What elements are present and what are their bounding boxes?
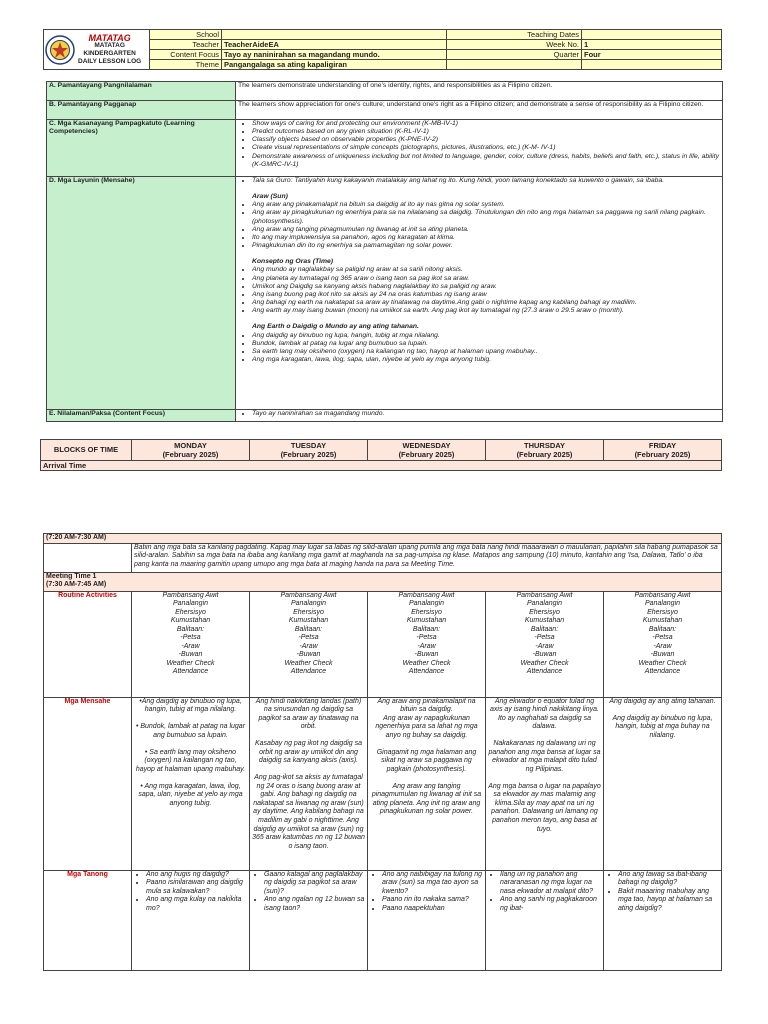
routine-list-wednesday: Pambansang Awit Panalangin Ehersisyo Kumustahan Balitaan: -Petsa -Araw -Buwan Weather Check Attendance	[368, 591, 486, 697]
mensahe-thursday: Ang ekwador o equator tulad ng axis ay isang hindi nakikitang linya. Ito ay naghahati sa daigdig sa dalawa. Nakakaranas ng dalawang uri ng panahon ang mga bansa at lugar sa ekwador at mga malapit dito tulad ng Pilipinas. Ang mga bansa o lugar na papalayo sa ekwador ay mas malamig ang klima.Sila ay may apat na uri ng panahon. Dalawang uri lamang ng panahon meron tayo, ang basa at tuyo.	[486, 697, 604, 870]
section-b-text: The learners show appreciation for one's culture; understand one's right as a Filipino citizen; and demonstrate a sense of responsibility as a Filipino citizen.	[236, 101, 723, 120]
arrival-time-label: Arrival Time	[41, 461, 722, 471]
day-thursday: THURSDAY (February 2025)	[486, 440, 604, 461]
time-item: • Ang earth ay may isang buwan (moon) na umiikot sa earth. Ang pag ikot ay tumatagal ng (27.3 araw o 29.5 araw o (month).	[252, 307, 720, 315]
teacher-field[interactable]: TeacherAideEA	[222, 40, 447, 50]
section-d-label: D. Mga Layunin (Mensahe)	[47, 177, 236, 410]
lesson-sections-table	[46, 81, 723, 422]
blocks-of-time-table	[40, 439, 722, 471]
theme-field[interactable]: Pangangalaga sa ating kapaligiran	[222, 60, 447, 70]
deped-seal-icon	[45, 35, 75, 65]
competency-item: • Create visual representations of simple concepts (pictographs, pictures, illustrations, etc.) (K-M- IV-1)	[252, 144, 720, 152]
tanong-tuesday: • Gaano katagal ang paglalakbay ng daigdig sa pagikot sa araw (sun)? • Ano ang ngalan ng 12 buwan sa isang taon?	[250, 870, 368, 970]
mensahe-monday: •Ang daigdig ay binubuo ng lupa, hangin, tubig at mga nilalang. • Bundok, lambak at patag na lugar ang bumubuo sa lupain. • Sa earth lang may oksiheno (oxygen) na kailangan ng tao, hayop at halaman upang mabuhay. • Ang mga karagatan, lawa, ilog, sapa, ulan, niyebe at yelo ay mga anyong tubig.	[132, 697, 250, 870]
section-c-list	[236, 120, 723, 177]
blocks-of-time-label: BLOCKS OF TIME	[41, 440, 132, 461]
competency-item: • Show ways of caring for and protecting our environment (K-MB-IV-1)	[252, 120, 720, 128]
time-item: • Umiikot ang Daigdig sa kanyang aksis habang naglalakbay ito sa paligid ng araw.	[252, 283, 720, 291]
time-item: • Ang isang buong pag ikot nito sa aksis ay 24 na oras katumbas ng isang araw	[252, 291, 720, 299]
time-item: • Ang bahagi ng earth na nakatapat sa araw ay tinatawag na daytime.Ang gabi o nightime kapag ang kabilang bahagi ay madilim.	[252, 299, 720, 307]
quarter-field[interactable]: Four	[582, 50, 722, 60]
time-item: • Ang mundo ay naglalakbay sa paligid ng araw at sa sarili nitong aksis.	[252, 266, 720, 274]
mensahe-friday: Ang daigdig ay ang ating tahanan. Ang daigdig ay binubuo ng lupa, hangin, tubig at mga buhay na nilalang.	[604, 697, 722, 870]
content-focus-label: Content Focus	[150, 50, 222, 60]
teaching-dates-label: Teaching Dates	[447, 30, 582, 40]
routine-list-thursday: Pambansang Awit Panalangin Ehersisyo Kumustahan Balitaan: -Petsa -Araw -Buwan Weather Check Attendance	[486, 591, 604, 697]
school-label: School	[150, 30, 222, 40]
tanong-wednesday: • Ano ang naibibigay na tulong ng araw (sun) sa mga tao ayon sa kwento? • Paano rin ito nakaka sama? • Paano naapektuhan	[368, 870, 486, 970]
tanong-thursday: • Ilang uri ng panahon ang nararanasan ng mga lugar na nasa ekwador at malapit dito? • Ano ang sanhi ng pagkakaroon ng ibat-	[486, 870, 604, 970]
content-focus-field[interactable]: Tayo ay naninirahan sa magandang mundo.	[222, 50, 447, 60]
routine-list-monday: Pambansang Awit Panalangin Ehersisyo Kumustahan Balitaan: -Petsa -Araw -Buwan Weather Check Attendance	[132, 591, 250, 697]
mensahe-label: Mga Mensahe	[44, 697, 132, 870]
sun-item: • Ito ang may impluwensiya sa panahon, agos ng karagatan at klima.	[252, 234, 720, 242]
time-item: • Ang planeta ay tumatagal ng 365 araw o isang taon sa pag ikot sa araw.	[252, 275, 720, 283]
day-wednesday: WEDNESDAY (February 2025)	[368, 440, 486, 461]
routine-activities-label: Routine Activities	[44, 591, 132, 697]
tanong-friday: • Ano ang tawag sa ibat-ibang bahagi ng daigdig? • Bakit maaaring mabuhay ang mga tao, hayop at halaman sa ating daigdig?	[604, 870, 722, 970]
logo-line2: KINDERGARTEN	[83, 49, 136, 57]
sun-item: • Ang araw ang pinakamalapit na bituin sa daigdig at ito ay nas gitna ng solar system.	[252, 201, 720, 209]
day-tuesday: TUESDAY (February 2025)	[250, 440, 368, 461]
section-e-label: E. Nilalaman/Paksa (Content Focus)	[47, 410, 236, 422]
earth-item: • Sa earth lang may oksiheno (oxygen) na kailangan ng tao, hayop at halaman upang mabuhay..	[252, 348, 720, 356]
section-a-text: The learners demonstrate understanding of one's identity, rights, and responsibilities as a Filipino citizen.	[236, 82, 723, 101]
day-monday: MONDAY (February 2025)	[132, 440, 250, 461]
section-a-label: A. Pamantayang Pangnilalaman	[47, 82, 236, 101]
teaching-dates-field[interactable]	[582, 30, 722, 40]
day-friday: FRIDAY (February 2025)	[604, 440, 722, 461]
time-heading: Konsepto ng Oras (Time)	[252, 258, 334, 266]
matatag-brand: MATATAG	[88, 32, 131, 43]
section-e-content	[236, 410, 723, 422]
mensahe-wednesday: Ang araw ang pinakamalapit na bituin sa daigdig. Ang araw ay napagkukunan ngenerhiya para sa lahat ng mga anyo ng buhay sa daigdig. Ginagamit ng mga halaman ang sikat ng araw sa paggawa ng pagkain (photosynthesis). Ang araw ang tanging pinagmumulan ng liwanag at init sa ating planeta. Ang init ng araw ang pinagkukunan ng solar power.	[368, 697, 486, 870]
sun-item: • Ang araw ang tanging pinagmumulan ng liwanag at init sa ating planeta.	[252, 226, 720, 234]
week-field[interactable]: 1	[582, 40, 722, 50]
quarter-label: Quarter	[447, 50, 582, 60]
section-b-label: B. Pamantayang Pagganap	[47, 101, 236, 120]
header-table	[43, 29, 722, 70]
earth-item: • Bundok, lambak at patag na lugar ang bumubuo sa lupain.	[252, 340, 720, 348]
tanong-label: Mga Tanong	[44, 870, 132, 970]
sun-item: • Ang araw ay pinagkukunan ng enerhiya para sa na nilalanang sa daigdig. Tinutulungan din nito ang mga halaman sa paggawa ng sarili nilang pagkain. (photosynthesis).	[252, 209, 720, 225]
competency-item: • Predict outcomes based on any given situation (K-RL-IV-1)	[252, 128, 720, 136]
logo-line1: MATATAG	[94, 41, 125, 49]
daily-schedule-table	[43, 533, 722, 971]
arrival-time-range: (7:20 AM-7:30 AM)	[44, 534, 722, 544]
section-c-label: C. Mga Kasanayang Pampagkatuto (Learning Competencies)	[47, 120, 236, 177]
teacher-note: • Tala sa Guro: Tantiyahin kung kakayanin matalakay ang lahat ng ito. Kung hindi, yoon lamang konektado sa kuwento o gawain, sa ibaba.	[252, 177, 720, 185]
sun-item: • Pinagkukunan din ito ng enerhiya sa pamamagitan ng solar power.	[252, 242, 720, 250]
competency-item: • Demonstrate awareness of uniqueness including but not limited to language, gender, color, culture (dress, habits, beliefs and faith, etc.), status in life, ability (K-GMRC-IV-1)	[252, 153, 720, 169]
arrival-instructions: Batiin ang mga bata sa kanilang pagdating. Kapag may lugar sa labas ng silid-aralan upang pumila ang mga bata nang hindi maaarawan o mauulanan, papilahin sila habang pumapasok sa silid-aralan. Sabihin sa mga bata na ibaba ang kanilang mga gamit at maghanda na sa pag-umpisa ng klase. Matapos ang sampung (10) minuto, kantahin ang 'Isa, Dalawa, Tatlo' o iba pang kanta na maaring gamitin upang umupo ang mga bata at maging handa na para sa Meeting Time.	[132, 543, 722, 572]
routine-list-friday: Pambansang Awit Panalangin Ehersisyo Kumustahan Balitaan: -Petsa -Araw -Buwan Weather Check Attendance	[604, 591, 722, 697]
theme-label: Theme	[150, 60, 222, 70]
teacher-label: Teacher	[150, 40, 222, 50]
earth-item: • Ang mga karagatan, lawa, ilog, sapa, ulan, niyebe at yelo ay mga anyong tubig.	[252, 356, 720, 364]
competency-item: • Classify objects based on observable properties (K-PNE-IV-2)	[252, 136, 720, 144]
meeting-time-header: Meeting Time 1 (7:30 AM-7:45 AM)	[44, 572, 722, 591]
tanong-monday: • Ano ang hugis ng daigdig? • Paano isinilarawan ang daigdig mula sa kalawakan? • Ano ang mga kulay na nakikita mo?	[132, 870, 250, 970]
sun-heading: Araw (Sun)	[252, 193, 288, 201]
week-label: Week No.	[447, 40, 582, 50]
school-field[interactable]	[222, 30, 447, 40]
section-d-content	[236, 177, 723, 410]
earth-heading: Ang Earth o Daigdig o Mundo ay ang ating tahanan.	[252, 323, 419, 331]
logo-line3: DAILY LESSON LOG	[78, 57, 142, 65]
routine-list-tuesday: Pambansang Awit Panalangin Ehersisyo Kumustahan Balitaan: -Petsa -Araw -Buwan Weather Check Attendance	[250, 591, 368, 697]
mensahe-tuesday: Ang hindi nakikitang landas (path) na sinusundan ng daigdig sa pagikot sa araw ay tinatawag na orbit. Kasabay ng pag ikot ng daigdig sa orbit ng araw ay umiikot din ang daigdig sa kanyang aksis (axis). Ang pag-ikot sa aksis ay tumatagal ng 24 oras o isang buong araw at gabi. Ang bahagi ng daigdig na nakatapat sa liwanag ng araw (sun) ay daytime. Ang kabilang bahagi na madilim ay gabi o nighttime. Ang daigdig ay umiikot sa araw (sun) ng 365 araw katumbas nn ng 12 buwan o isang taon.	[250, 697, 368, 870]
content-focus-item: • Tayo ay naninirahan sa magandang mundo.	[252, 410, 720, 418]
logo-block	[44, 30, 150, 70]
earth-item: • Ang daigdig ay binubuo ng lupa, hangin, tubig at mga nilalang.	[252, 332, 720, 340]
